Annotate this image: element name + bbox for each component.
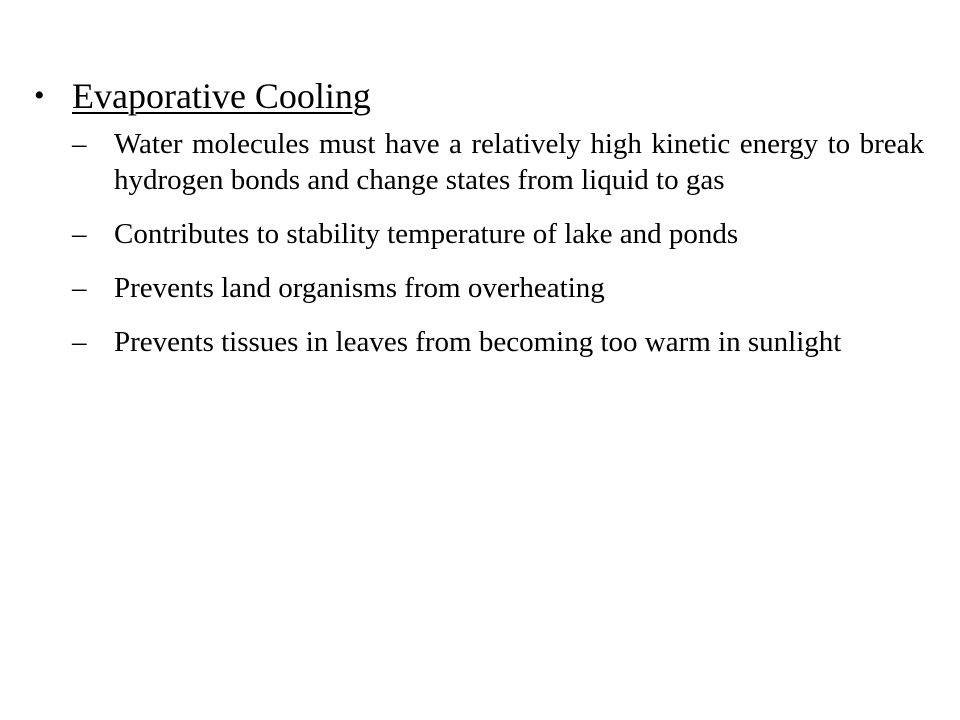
sub-bullet-text: Water molecules must have a relatively high kinetic energy to break hydrogen bonds and change states from liquid to gas bbox=[114, 128, 924, 196]
sub-bullet-item bbox=[72, 324, 924, 360]
bullet-icon: • bbox=[34, 79, 45, 112]
slide-content bbox=[34, 72, 924, 378]
main-bullet-item bbox=[34, 72, 924, 120]
dash-icon: – bbox=[72, 272, 87, 304]
sub-bullet-text: Prevents land organisms from overheating bbox=[114, 272, 605, 304]
sub-bullet-list bbox=[72, 126, 924, 360]
sub-bullet-item bbox=[72, 216, 924, 252]
dash-icon: – bbox=[72, 326, 87, 358]
sub-bullet-item bbox=[72, 270, 924, 306]
sub-bullet-item bbox=[72, 126, 924, 198]
dash-icon: – bbox=[72, 128, 87, 160]
sub-bullet-text: Prevents tissues in leaves from becoming too warm in sunlight bbox=[114, 326, 842, 358]
sub-bullet-text: Contributes to stability temperature of lake and ponds bbox=[114, 218, 739, 250]
dash-icon: – bbox=[72, 218, 87, 250]
heading-text: Evaporative Cooling bbox=[72, 76, 371, 116]
